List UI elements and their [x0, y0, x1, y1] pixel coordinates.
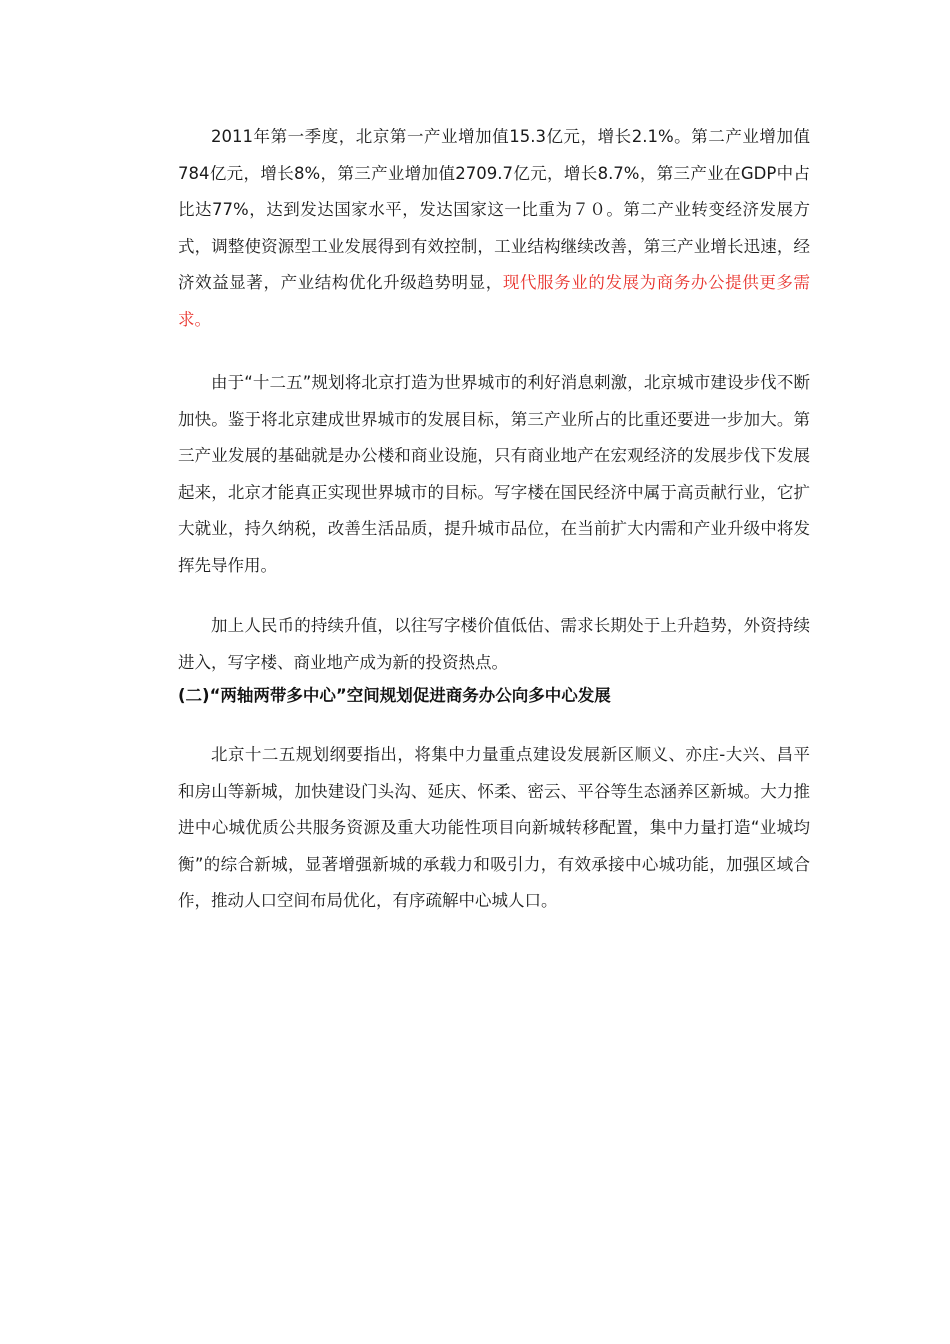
paragraph-new-city-planning: 北京十二五规划纲要指出，将集中力量重点建设发展新区顺义、亦庄-大兴、昌平和房山等新城，加快建设门头沟、延庆、怀柔、密云、平谷等生态涵养区新城。大力推进中心城优质公共服务资源及重大功能性项目向新城转移配置，集中力量打造“业城均衡”的综合新城，显著增强新城的承载力和吸引力，有效承接中心城功能，加强区域合作，推动人口空间布局优化，有序疏解中心城人口。 — [178, 745, 810, 910]
paragraph-economy-q1-text: 2011年第一季度，北京第一产业增加值15.3亿元，增长2.1%。第二产业增加值784亿元，增长8%，第三产业增加值2709.7亿元，增长8.7%，第三产业在GDP中占比达77%，达到发达国家水平，发达国家这一比重为７０。第二产业转变经济发展方式，调整使资源型工业发展得到有效控制，工业结构继续改善，第三产业增长迅速，经济效益显著，产业结构优化升级趋势明显， — [178, 127, 810, 292]
paragraph-economy-q1 — [178, 119, 810, 338]
paragraph-twelfth-five-year-plan: 由于“十二五”规划将北京打造为世界城市的利好消息刺激，北京城市建设步伐不断加快。鉴于将北京建成世界城市的发展目标，第三产业所占的比重还要进一步加大。第三产业发展的基础就是办公楼和商业设施，只有商业地产在宏观经济的发展步伐下发展起来，北京才能真正实现世界城市的目标。写字楼在国民经济中属于高贡献行业，它扩大就业，持久纳税，改善生活品质，提升城市品位，在当前扩大内需和产业升级中将发挥先导作用。 — [178, 373, 810, 575]
highlighted-sentence: 现代服务业的发展为商务办公提供更多需求。 — [178, 273, 811, 329]
paragraph-rmb-appreciation: 加上人民币的持续升值，以往写字楼价值低估、需求长期处于上升趋势，外资持续进入，写字楼、商业地产成为新的投资热点。 — [178, 616, 810, 672]
section-heading: (二)“两轴两带多中心”空间规划促进商务办公向多中心发展 — [178, 686, 611, 705]
